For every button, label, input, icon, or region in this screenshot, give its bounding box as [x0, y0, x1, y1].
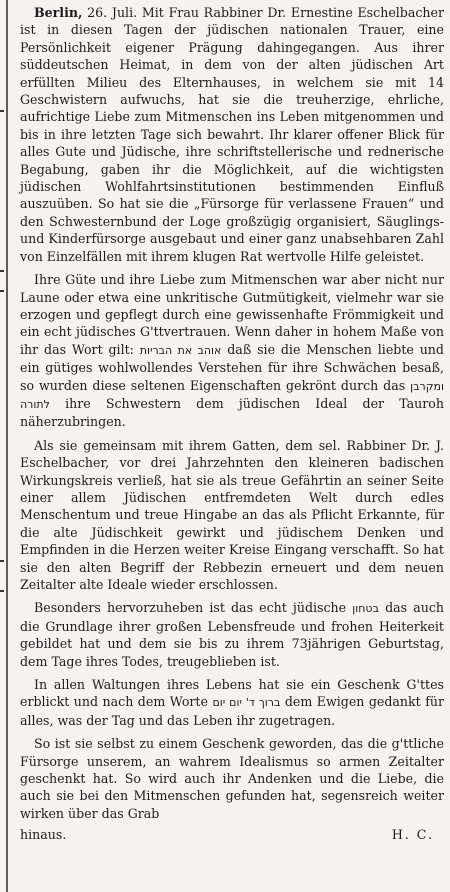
paragraph-2-text-c: ihre Schwestern dem jüdischen Ideal der Tauroh näherzubringen. — [20, 395, 444, 430]
paragraph-1 — [20, 4, 444, 265]
hebrew-quote-3: בטחון — [352, 602, 379, 616]
paragraph-5 — [20, 676, 444, 729]
edge-mark — [0, 560, 4, 562]
paragraph-4-text-a: Besonders hervorzuheben ist das echt jüdische — [34, 600, 347, 616]
column-edge-marks — [0, 0, 6, 892]
edge-mark — [0, 590, 4, 592]
paragraph-2-text-b: daß sie die Menschen liebte und ein gütiges wohlwollendes Verstehen für ihre Schwächen besaß, so wurden diese seltenen Eigenschaften gekrönt durch das — [20, 341, 444, 393]
paragraph-2 — [20, 271, 444, 431]
author-signature: H. C. — [391, 827, 434, 843]
paragraph-1-text: Mit Frau Rabbiner Dr. Ernestine Eschelbacher ist in diesen Tagen der jüdischen nationalen Trauer, eine Persönlichkeit eigener Prägung dahingegangen. Aus ihrer süddeutschen Heimat, in dem von der alten jüdischen Art erfüllten Milieu des Elternhauses, in welchem sie mit 14 Geschwistern aufwuchs, hat sie die treuherzige, ehrliche, aufrichtige Liebe zum Mitmenschen ins Leben mitgenommen und bis in ihre letzten Tage sich bewahrt. Ihr klarer offener Blick für alles Gute und Jüdische, ihre schriftstellerische und rednerische Begabung, gaben ihr die Möglichkeit, auf die wichtigsten jüdischen Wohlfahrtsinstitutionen bestimmenden Einfluß auszuüben. So hat sie die „Fürsorge für verlassene Frauen“ und den Schwesternbund der Loge großzügig organisiert, Säuglings- und Kinderfürsorge ausgebaut und einer ganz unabsehbaren Zahl von Einzelfällen mit ihrem klugen Rat wertvolle Hilfe geleistet. — [20, 5, 445, 264]
edge-mark — [0, 270, 4, 272]
edge-mark — [0, 110, 4, 112]
dateline-date: 26. Juli. — [87, 5, 138, 20]
closing-word: hinaus. — [20, 827, 67, 843]
paragraph-5-text-b: dem Ewigen gedankt für alles, was der Tag und das Leben ihr zugetragen. — [20, 694, 444, 728]
paragraph-5-text-a: In allen Waltungen ihres Lebens hat sie ein Geschenk G'ttes erblickt und nach dem Worte — [20, 677, 444, 710]
paragraph-6: So ist sie selbst zu einem Geschenk geworden, das die g'ttliche Fürsorge unserem, an wahrem Idealismus so armen Zeitalter geschenkt hat. So wird auch ihr Andenken und die Liebe, die auch sie bei den Mitmenschen gefunden hat, segensreich weiter wirken über das Grab — [20, 736, 444, 821]
paragraph-4 — [20, 599, 444, 670]
hebrew-quote-1: אוהב את הבריות — [139, 343, 222, 357]
column-rule — [6, 0, 8, 892]
closing-line — [20, 826, 444, 843]
paragraph-2-text-a: Ihre Güte und ihre Liebe zum Mitmenschen war aber nicht nur Laune oder etwa eine unkritische Gutmütigkeit, vielmehr war sie erzogen und gepflegt durch eine gewissenhafte Frömmigkeit und ein echt jüdisches G'ttvertrauen. Wenn daher in hohem Maße von ihr das Wort gilt: — [20, 272, 444, 357]
paragraph-4-text-b: das auch die Grundlage ihrer großen Lebensfreude und frohen Heiterkeit gebildet hat und dem sie bis zu ihrem 73jährigen Geburtstag, dem Tage ihres Todes, treugeblieben ist. — [20, 600, 444, 669]
hebrew-quote-4: ברוך ד' יום יום — [212, 696, 281, 710]
newspaper-article — [20, 4, 444, 844]
edge-mark — [0, 290, 4, 292]
dateline-city: Berlin, — [34, 5, 83, 20]
hebrew-quote-2: ומקרבן לתורה — [20, 379, 444, 411]
paragraph-3: Als sie gemeinsam mit ihrem Gatten, dem sel. Rabbiner Dr. J. Eschelbacher, vor drei Jahrzehnten den kleineren badischen Wirkungskreis verließ, hat sie als treue Gefährtin an seiner Seite einer allem Jüdischen entfremdeten Welt durch edles Menschentum und treue Hingabe an das als Pflicht Erkannte, für die alte Jüdischkeit gewirkt und jüdischem Denken und Empfinden in die Herzen weiter Kreise Eingang verschafft. So hat sie den alten Begriff der Rebbezin erneuert und dem neuen Zeitalter alte Ideale wieder erschlossen. — [20, 437, 444, 592]
